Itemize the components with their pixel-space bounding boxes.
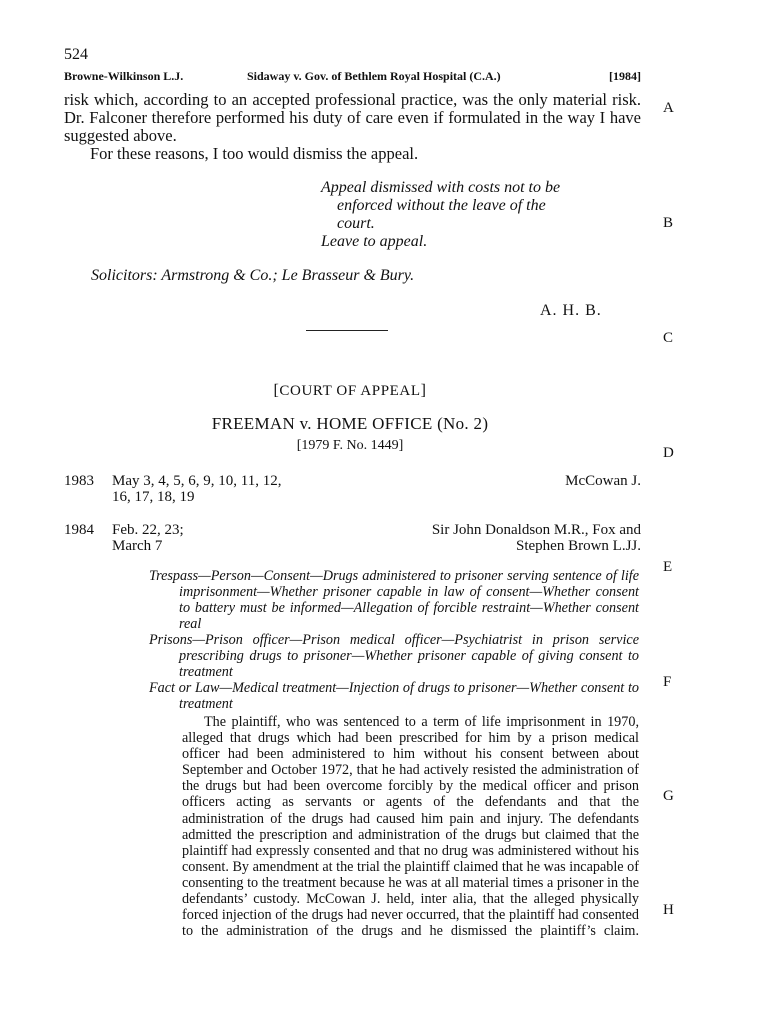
court-bracket: ] — [420, 382, 427, 399]
margin-letter: B — [663, 215, 674, 231]
running-head-judge: Browne-Wilkinson L.J. — [64, 69, 184, 83]
margin-letter: F — [663, 674, 672, 690]
margin-letter: D — [663, 445, 674, 461]
hearing-dates-line: 16, 17, 18, 19 — [112, 489, 195, 505]
judges-line: Sir John Donaldson M.R., Fox and — [431, 522, 641, 538]
hearing-year: 1984 — [64, 522, 94, 538]
judges-line: Stephen Brown L.JJ. — [516, 538, 641, 554]
catchword-entry: Fact or Law—Medical treatment—Injection of drugs to prisoner—Whether consent to treatment — [149, 680, 639, 712]
solicitors: Solicitors: Armstrong & Co.; Le Brasseur & Bury. — [91, 267, 415, 284]
disposal — [321, 179, 613, 251]
section-divider — [306, 330, 388, 331]
hearing-dates-line: Feb. 22, 23; — [112, 522, 184, 538]
court-bracket: [ — [273, 382, 280, 399]
running-head-year: [1984] — [609, 69, 641, 83]
running-head-case: Sidaway v. Gov. of Bethlem Royal Hospital (C.A.) — [247, 69, 501, 83]
catchword-entry: Prisons—Prison officer—Prison medical officer—Psychiatrist in prison service prescribing drugs to prisoner—Whether prisoner capable of giving consent to treatment — [149, 632, 639, 680]
reporter-initials: A. H. B. — [540, 302, 602, 319]
judgment-paragraph: risk which, according to an accepted professional practice, was the only material risk. Dr. Falconer therefore performed his duty of care even if formulated in the way I have suggested above. — [64, 90, 641, 145]
hearing-dates-line: March 7 — [112, 538, 163, 554]
catchwords — [149, 568, 639, 712]
action-number: [1979 F. No. 1449] — [296, 438, 404, 453]
hearing-dates — [112, 473, 281, 505]
court-name: COURT OF APPEAL — [279, 383, 421, 399]
hearing-judges — [565, 473, 641, 489]
catchword-entry: Trespass—Person—Consent—Drugs administered to prisoner serving sentence of life imprisonment—Whether prisoner capable in law of consent—Whether consent to battery must be informed—Allegation of forcible restraint—Whether consent real — [149, 568, 639, 632]
margin-letter: H — [663, 902, 674, 918]
margin-letter: C — [663, 330, 674, 346]
hearing-judges — [432, 522, 641, 554]
judgment-text — [64, 91, 641, 163]
margin-letter: E — [663, 559, 673, 575]
headnote-paragraph: The plaintiff, who was sentenced to a term of life imprisonment in 1970, alleged that drugs which had been prescribed for him by a prison medical officer had been administered to him without his consent between about September and October 1972, that he had actively resisted the administration of the drugs but had been overcome forcibly by the medical officer and prison officers acting as servants or agents of the defendants and that the administration of the drugs had caused him pain and injury. The defendants admitted the prescription and administration of the drugs but claimed that the plaintiff had expressly consented and that no drug was administered without his consent. By amendment at the trial the plaintiff claimed that he was incapable of consenting to the treatment because he was at all material times a prisoner in the defendants’ custody. McCowan J. held, inter alia, that the alleged physically forced injection of the drugs had never occurred, that the plaintiff had consented to the administration of the drugs and he dismissed the plaintiff’s claim. — [182, 714, 639, 940]
page-number: 524 — [64, 46, 88, 63]
hearing-dates-line: May 3, 4, 5, 6, 9, 10, 11, 12, — [112, 473, 282, 489]
disposal-line: court. — [337, 215, 375, 232]
disposal-line: Leave to appeal. — [321, 233, 428, 250]
headnote — [182, 714, 639, 939]
disposal-line: enforced without the leave of the — [337, 197, 546, 214]
margin-letter: A — [663, 100, 674, 116]
hearing-dates — [112, 522, 184, 554]
hearing-year: 1983 — [64, 473, 94, 489]
judgment-paragraph: For these reasons, I too would dismiss the appeal. — [90, 144, 419, 163]
margin-letter: G — [663, 788, 674, 804]
case-title: FREEMAN v. HOME OFFICE (No. 2) — [211, 414, 489, 433]
judges-line: McCowan J. — [565, 473, 641, 489]
disposal-line: Appeal dismissed with costs not to be — [321, 179, 561, 196]
court-heading — [0, 382, 700, 400]
